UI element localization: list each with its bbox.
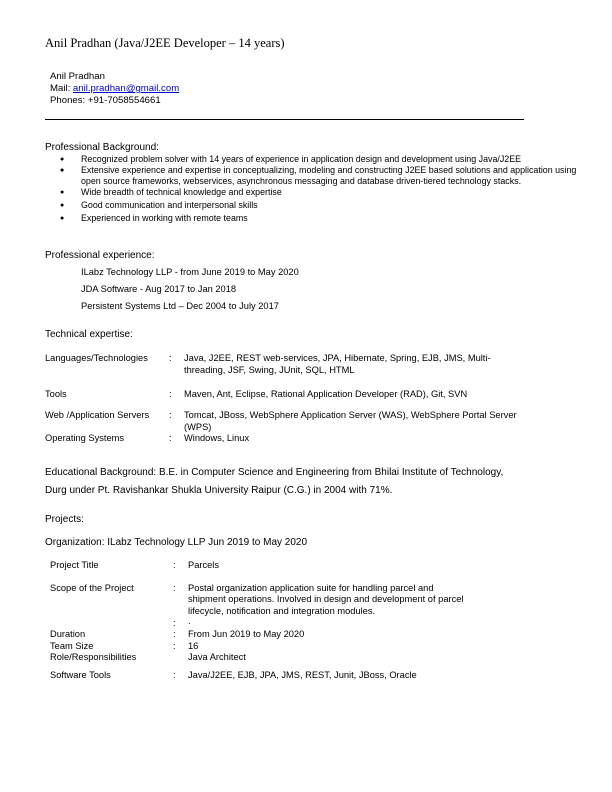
project-value: . [188, 616, 191, 626]
job-entry: ILabz Technology LLP - from June 2019 to May 2020 [81, 267, 299, 277]
list-item: ● Extensive experience and expertise in conceptualizing, modeling and constructing J2EE based solutions and application using open source frameworks, webservices, asynchronous messaging and database driven-tiered technology stacks. [45, 165, 581, 187]
project-value: From Jun 2019 to May 2020 [188, 629, 305, 639]
divider-line [45, 119, 524, 120]
project-separator: : [173, 629, 176, 639]
technical-expertise-heading: Technical expertise: [45, 329, 133, 340]
project-value: Parcels [188, 560, 220, 570]
tech-separator: : [169, 433, 172, 443]
list-item: ● Good communication and interpersonal skills [45, 200, 585, 211]
project-value: 16 [188, 641, 199, 651]
tech-value: Windows, Linux [184, 433, 250, 443]
tech-separator: : [169, 389, 172, 399]
professional-background-heading: Professional Background: [45, 142, 159, 153]
contact-mail [50, 83, 179, 94]
project-separator: : [173, 583, 176, 593]
tech-label: Operating Systems [45, 433, 125, 443]
tech-value: Java, J2EE, REST web-services, JPA, Hibernate, Spring, EJB, JMS, Multi-threading, JSF, Swing, JUnit, SQL, HTML [184, 353, 491, 375]
email-link[interactable]: anil.pradhan@gmail.com [72, 83, 180, 94]
education-line-2: Durg under Pt. Ravishankar Shukla University Raipur (C.G.) in 2004 with 71%. [45, 485, 393, 496]
tech-value: Tomcat, JBoss, WebSphere Application Server (WAS), WebSphere Portal Server (WPS) [184, 410, 517, 432]
tech-value: Maven, Ant, Eclipse, Rational Application Developer (RAD), Git, SVN [184, 389, 468, 399]
project-label: Duration [50, 629, 86, 639]
project-separator: : [173, 641, 176, 651]
mail-label: Mail: [50, 83, 73, 94]
tech-separator: : [169, 410, 172, 420]
project-organization: Organization: ILabz Technology LLP Jun 2019 to May 2020 [45, 537, 308, 548]
job-entry: Persistent Systems Ltd – Dec 2004 to July 2017 [81, 301, 279, 311]
projects-heading: Projects: [45, 514, 84, 525]
list-item: ● Recognized problem solver with 14 years of experience in application design and development using Java/J2EE [45, 154, 585, 165]
project-label: Project Title [50, 560, 99, 570]
project-value: Java/J2EE, EJB, JPA, JMS, REST, Junit, JBoss, Oracle [188, 670, 417, 680]
tech-label: Languages/Technologies [45, 353, 148, 363]
project-value: Postal organization application suite for handling parcel and shipment operations. Involved in design and development of parcel lifecycle, notification and integration modules. [188, 583, 464, 616]
list-item: ● Experienced in working with remote teams [45, 213, 585, 224]
contact-name: Anil Pradhan [50, 71, 105, 82]
list-item: ● Wide breadth of technical knowledge and expertise [45, 187, 585, 198]
job-entry: JDA Software - Aug 2017 to Jan 2018 [81, 284, 237, 294]
project-value: Java Architect [188, 652, 246, 662]
professional-experience-heading: Professional experience: [45, 250, 155, 261]
project-separator: : [173, 618, 176, 628]
project-separator: : [173, 560, 176, 570]
tech-label: Tools [45, 389, 67, 399]
education-line-1: Educational Background: B.E. in Computer Science and Engineering from Bhilai Institute of Technology, [45, 467, 504, 478]
project-label: Scope of the Project [50, 583, 134, 593]
project-separator: : [173, 670, 176, 680]
tech-label: Web /Application Servers [45, 410, 150, 420]
professional-background-list [45, 154, 585, 224]
project-label: Software Tools [50, 670, 111, 680]
tech-separator: : [169, 353, 172, 363]
resume-title: Anil Pradhan (Java/J2EE Developer – 14 years) [45, 36, 285, 50]
project-label: Team Size [50, 641, 94, 651]
project-label: Role/Responsibilities [50, 652, 137, 662]
contact-phone: Phones: +91-7058554661 [50, 95, 161, 106]
